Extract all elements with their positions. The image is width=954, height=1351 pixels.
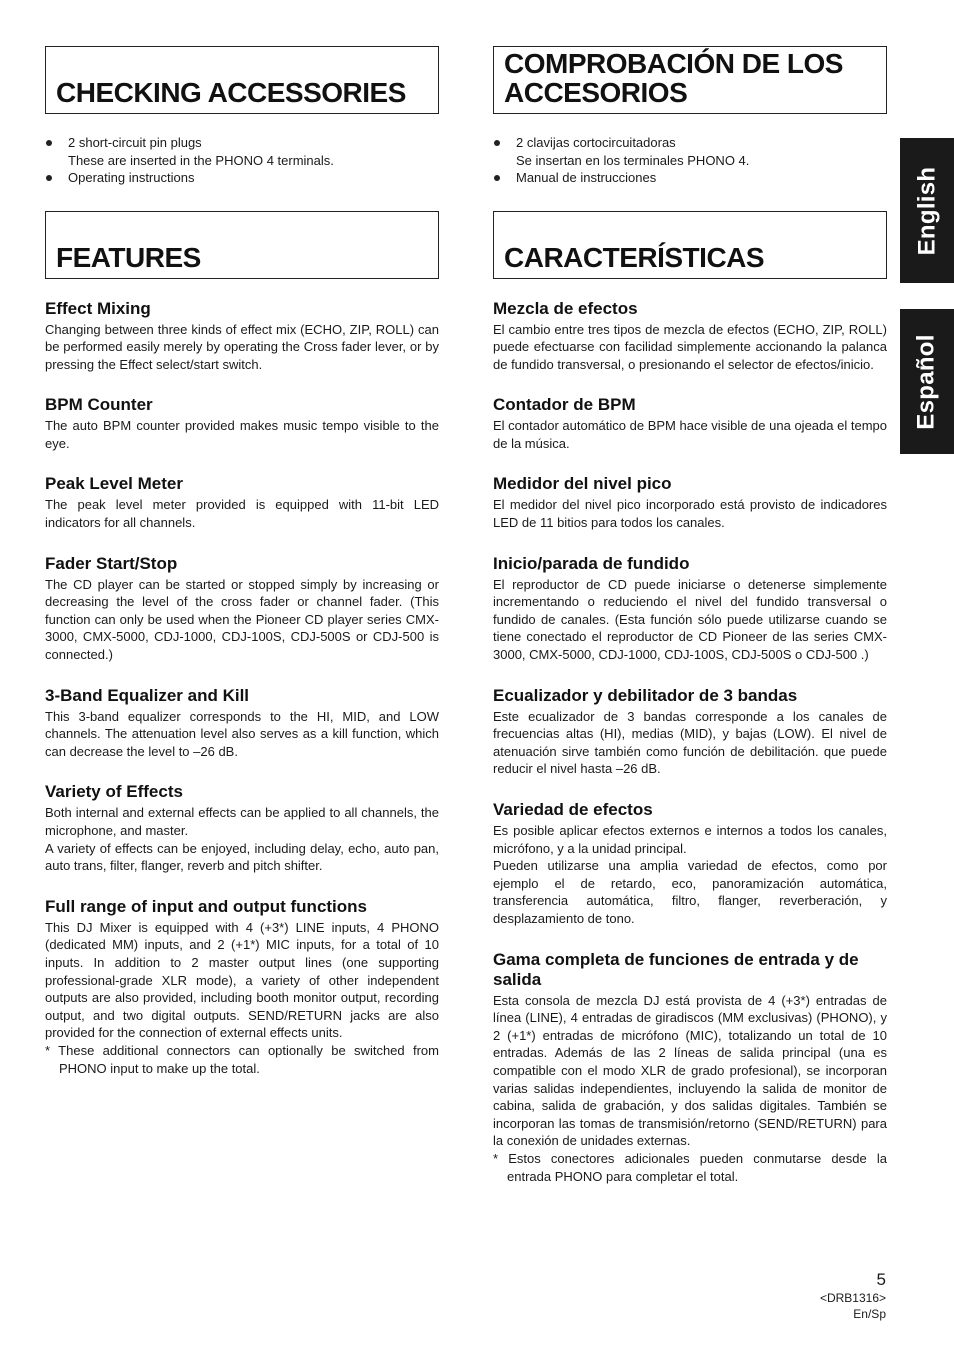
feature-text: El reproductor de CD puede iniciarse o detenerse simplemente incrementando o reduciendo el nivel del fundido transversal o fundido de canales. (Esta función sólo puede utilizarse cuando se tiene conectado el reproductor de CD Pioneer de las series CMX-3000, CMX-5000, CDJ-1000, CDJ-100S, CDJ-500S o CDJ-500 .)	[493, 576, 887, 663]
bullet-icon	[494, 175, 500, 181]
accessories-title: COMPROBACIÓN DE LOS ACCESORIOS	[504, 48, 843, 108]
feature-text: This DJ Mixer is equipped with 4 (+3*) LINE inputs, 4 PHONO (dedicated MM) inputs, and 2 (+1*) MIC inputs, for a total of 10 inputs. In addition to 2 master output lines (one supporting professional-grade XLR mode), a variety of other independent outputs are also provided, including booth monitor output, recording output, and two digital outputs. SEND/RETURN jacks are also provided for the connection of external effects units.	[45, 919, 439, 1041]
feature-text: Es posible aplicar efectos externos e internos a todos los canales, micrófono, y a la unidad principal.	[493, 823, 887, 856]
list-item: Operating instructions	[45, 169, 439, 187]
feature-section	[493, 299, 887, 374]
feature-title: Mezcla de efectos	[493, 298, 638, 318]
bullet-icon	[494, 140, 500, 146]
feature-section	[45, 897, 439, 1077]
feature-title: Gama completa de funciones de entrada y de salida	[493, 949, 859, 989]
features-heading-box	[45, 211, 439, 279]
feature-section	[493, 686, 887, 778]
feature-title: Ecualizador y debilitador de 3 bandas	[493, 685, 798, 705]
language-code: En/Sp	[853, 1307, 886, 1321]
feature-text: El cambio entre tres tipos de mezcla de efectos (ECHO, ZIP, ROLL) puede efectuarse con facilidad simplemente accionando la palanca de fundido transversal, o presionando el selector de efectos/inicio.	[493, 321, 887, 372]
tab-espanol-label: Español	[913, 333, 941, 430]
features-title: CARACTERÍSTICAS	[504, 241, 765, 273]
feature-text: Pueden utilizarse una amplia variedad de efectos, como por ejemplo el de retardo, eco, panoramización automática, transferencia automática, filtro, flanger, reverberación, y desplazamiento de tono.	[493, 858, 887, 926]
feature-section	[45, 474, 439, 531]
feature-title: Inicio/parada de fundido	[493, 553, 690, 573]
features-title: FEATURES	[56, 241, 201, 273]
feature-text: The peak level meter provided is equipped with 11-bit LED indicators for all channels.	[45, 497, 439, 531]
tab-english-label: English	[913, 166, 940, 255]
feature-title: Variedad de efectos	[493, 800, 653, 819]
accessories-title: CHECKING ACCESSORIES	[56, 77, 406, 108]
feature-section	[45, 554, 439, 664]
list-item: 2 short-circuit pin plugs These are inserted in the PHONO 4 terminals.	[45, 134, 439, 169]
list-item: 2 clavijas cortocircuitadoras Se insertan en los terminales PHONO 4.	[493, 134, 887, 169]
feature-text: Changing between three kinds of effect mix (ECHO, ZIP, ROLL) can be performed easily merely by operating the Cross fader lever, or by pressing the Effect select/start switch.	[45, 321, 439, 372]
feature-text: El medidor del nivel pico incorporado está provisto de indicadores LED de 11 bitios para todos los canales.	[493, 497, 887, 531]
english-column	[45, 46, 439, 1077]
feature-title: Variety of Effects	[45, 782, 183, 802]
language-tabs	[900, 138, 954, 480]
feature-section	[45, 782, 439, 874]
feature-title: Fader Start/Stop	[45, 553, 178, 573]
page-number: 5	[876, 1270, 886, 1289]
page-footer	[820, 1270, 886, 1322]
feature-note: * These additional connectors can optionally be switched from PHONO input to make up the total.	[45, 1042, 439, 1076]
feature-text: A variety of effects can be enjoyed, including delay, echo, auto pan, auto trans, filter, flanger, reverb and pitch shifter.	[45, 840, 439, 874]
feature-text: Both internal and external effects can be applied to all channels, the microphone, and master.	[45, 805, 439, 838]
feature-text: El contador automático de BPM hace visible de una ojeada el tempo de la música.	[493, 418, 887, 451]
feature-section	[493, 395, 887, 452]
spanish-column	[493, 46, 887, 1185]
accessories-list	[45, 134, 439, 187]
feature-title: Full range of input and output functions	[45, 896, 368, 916]
feature-title: Peak Level Meter	[45, 474, 183, 494]
document-code: <DRB1316>	[819, 1291, 886, 1305]
feature-title: Effect Mixing	[45, 298, 151, 318]
feature-text: Este ecualizador de 3 bandas corresponde a los canales de frecuencias altas (HI), medias (MID), y bajas (LOW). El nivel de atenuación sirve también como función de debilitación. que puede reducir el nivel hasta –26 dB.	[493, 708, 887, 777]
accessories-list	[493, 134, 887, 187]
feature-title: 3-Band Equalizer and Kill	[45, 685, 250, 705]
feature-note: * Estos conectores adicionales pueden conmutarse desde la entrada PHONO para completar el total.	[493, 1150, 887, 1184]
feature-section	[493, 800, 887, 928]
accessories-heading-box	[45, 46, 439, 114]
features-heading-box	[493, 211, 887, 279]
feature-title: BPM Counter	[45, 395, 153, 415]
tab-english	[900, 138, 954, 283]
feature-section	[45, 299, 439, 374]
feature-text: The CD player can be started or stopped simply by increasing or decreasing the level of the cross fader or channel fader. (This function can only be used when the Pioneer CD player series CMX-3000, CMX-5000, CDJ-1000, CDJ-100S, CDJ-500S or CDJ-500 is connected.)	[45, 576, 439, 663]
feature-text: The auto BPM counter provided makes music tempo visible to the eye.	[45, 418, 439, 451]
feature-section	[493, 950, 887, 1186]
feature-section	[45, 686, 439, 761]
tab-espanol	[900, 309, 954, 454]
feature-text: This 3-band equalizer corresponds to the HI, MID, and LOW channels. The attenuation level also serves as a kill function, which can decrease the level to –26 dB.	[45, 708, 439, 759]
feature-section	[493, 474, 887, 531]
bullet-icon	[46, 140, 52, 146]
feature-title: Contador de BPM	[493, 395, 636, 415]
bullet-icon	[46, 175, 52, 181]
feature-section	[493, 554, 887, 664]
list-item: Manual de instrucciones	[493, 169, 887, 187]
feature-title: Medidor del nivel pico	[493, 474, 672, 494]
accessories-heading-box	[493, 46, 887, 114]
feature-section	[45, 395, 439, 452]
feature-text: Esta consola de mezcla DJ está provista de 4 (+3*) entradas de línea (LINE), 4 entradas de giradiscos (MM exclusivas) (PHONO), y 2 (+1*) entradas de micrófono (MIC), totalizando un total de 10 entradas. Además de las 2 líneas de salida principal (una es compatible con el modo XLR de grado profesional), se incorporan varias salidas independientes, incluyendo la salida de monitor de cabina, salida de grabación, y dos salidas digitales. También se incorporan las tomas de transmisión/retorno (SEND/RETURN) para la conexión de unidades externas.	[493, 992, 887, 1149]
